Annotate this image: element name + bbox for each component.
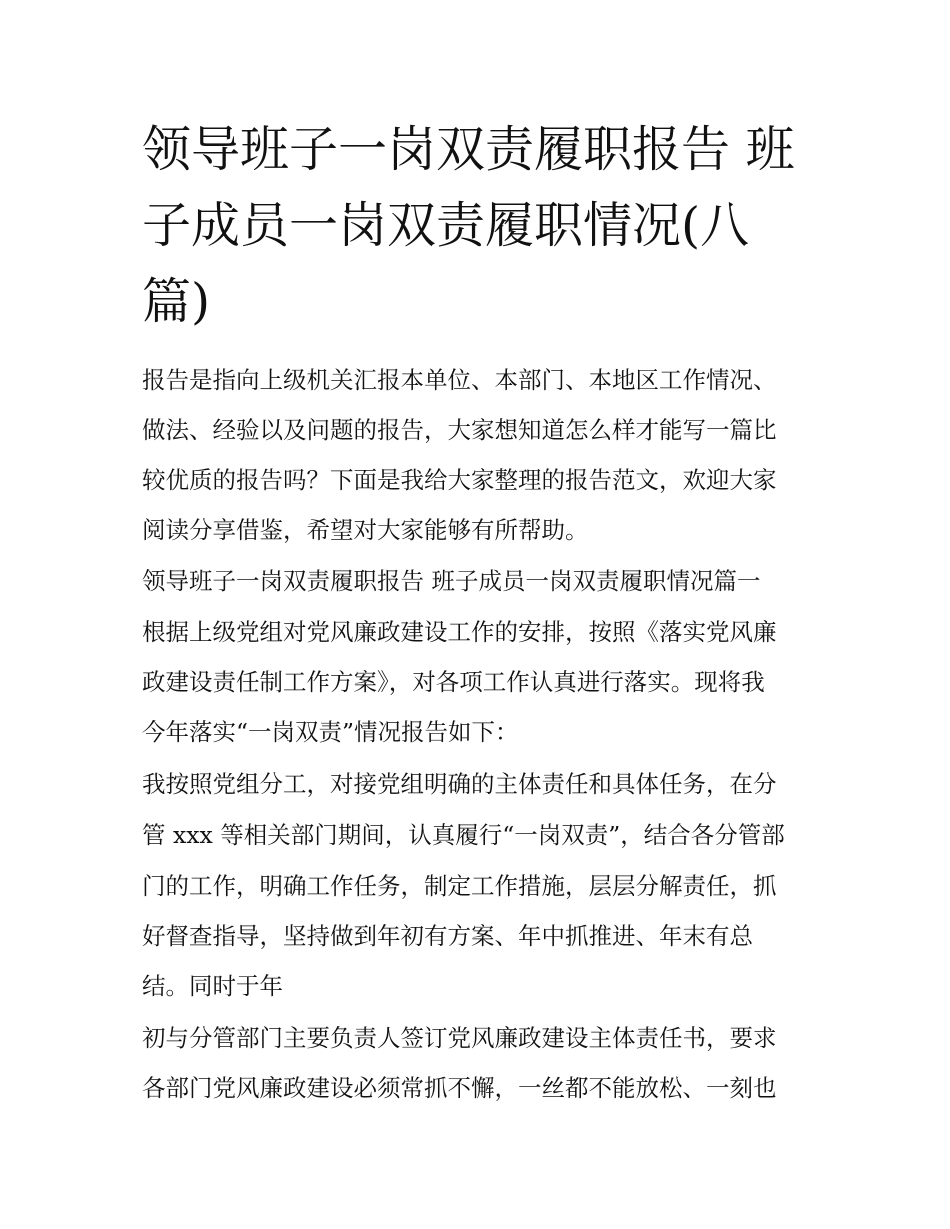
body-line: 我按照党组分工，对接党组明确的主体责任和具体任务，在分 — [142, 770, 777, 798]
body-line: 政建设责任制工作方案》，对各项工作认真进行落实。现将我 — [142, 668, 765, 696]
document-title — [142, 112, 795, 340]
body-line: 阅读分享借鉴，希望对大家能够有所帮助。 — [142, 516, 589, 544]
title-line: 领导班子一岗双责履职报告 班 — [142, 121, 795, 178]
body-line: 管 xxx 等相关部门期间，认真履行“一岗双责”，结合各分管部 — [142, 821, 785, 849]
body-line: 门的工作，明确工作任务，制定工作措施，层层分解责任，抓 — [142, 872, 777, 900]
body-line: 初与分管部门主要负责人签订党风廉政建设主体责任书，要求 — [142, 1024, 777, 1052]
body-line: 较优质的报告吗？下面是我给大家整理的报告范文，欢迎大家 — [142, 466, 777, 494]
body-line: 做法、经验以及问题的报告，大家想知道怎么样才能写一篇比 — [142, 416, 777, 444]
body-line: 各部门党风廉政建设必须常抓不懈，一丝都不能放松、一刻也 — [142, 1074, 777, 1102]
title-line: 子成员一岗双责履职情况(八 — [142, 197, 750, 254]
body-line: 今年落实“一岗双责”情况报告如下： — [142, 718, 519, 746]
body-line: 好督查指导，坚持做到年初有方案、年中抓推进、年末有总 — [142, 922, 753, 950]
body-line: 根据上级党组对党风廉政建设工作的安排，按照《落实党风廉 — [142, 618, 777, 646]
section-heading: 领导班子一岗双责履职报告 班子成员一岗双责履职情况篇一 — [142, 567, 761, 595]
title-line: 篇) — [142, 273, 211, 330]
body-line: 报告是指向上级机关汇报本单位、本部门、本地区工作情况、 — [142, 366, 777, 394]
body-line: 结。同时于年 — [142, 972, 283, 1000]
